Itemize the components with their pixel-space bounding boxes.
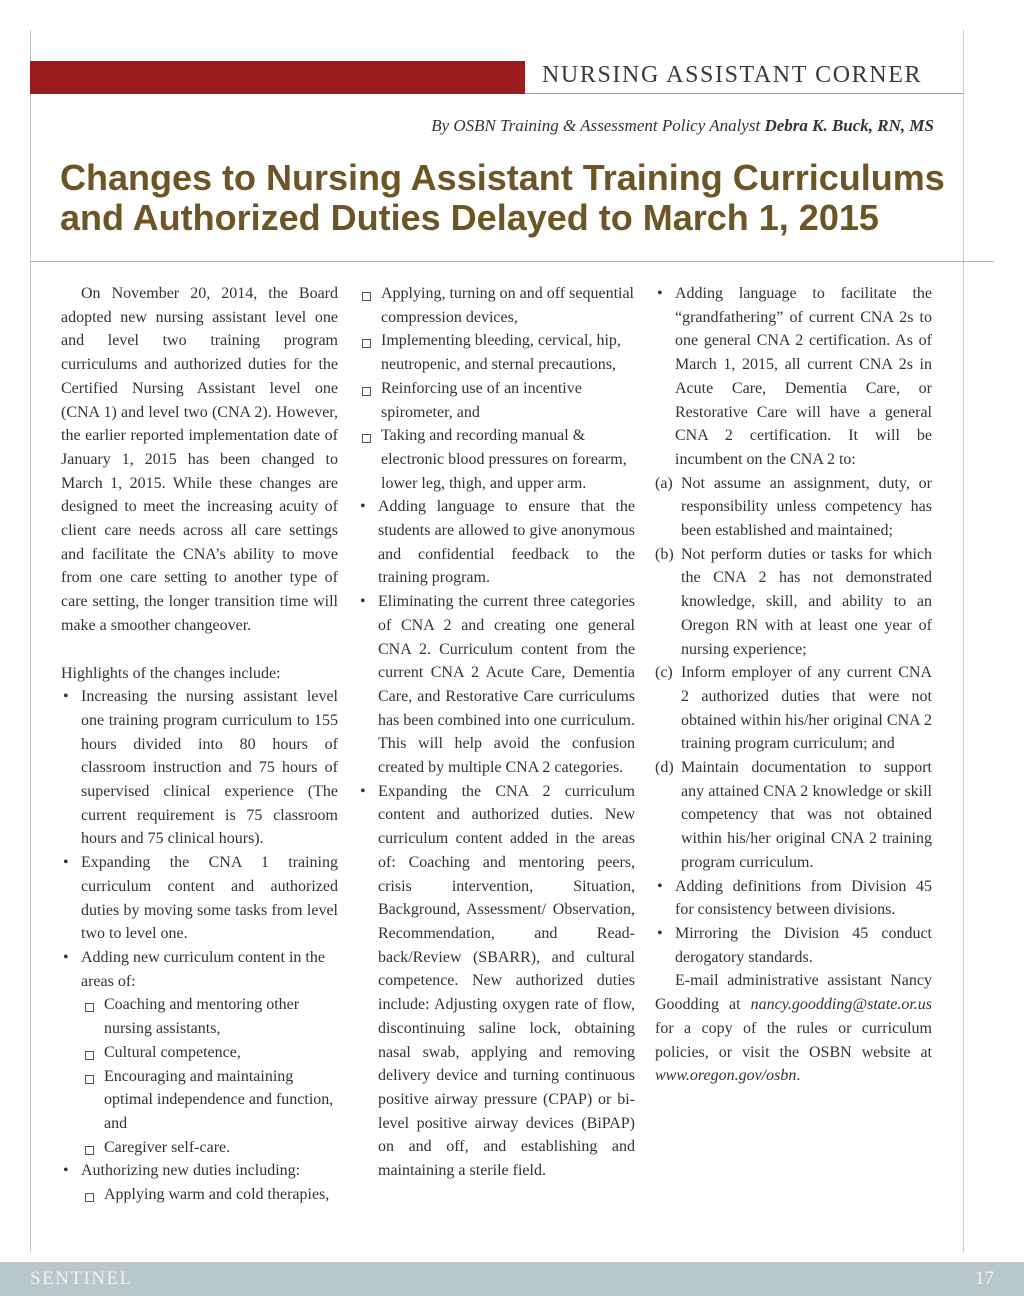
- sub-item: Taking and recording manual & electronic blood pressures on forearm, lower leg, thigh, and upper arm.: [358, 424, 635, 495]
- title-separator: [30, 261, 994, 262]
- column-3: [655, 282, 932, 1088]
- sub-item: Implementing bleeding, cervical, hip, neutropenic, and sternal precautions,: [358, 329, 635, 376]
- sub-item: Applying warm and cold therapies,: [81, 1183, 338, 1207]
- item-letter: (c): [655, 664, 673, 682]
- sub-item: Caregiver self-care.: [81, 1136, 338, 1160]
- byline: [431, 116, 934, 136]
- sub-item: Coaching and mentoring other nursing assistants,: [81, 993, 338, 1040]
- highlights-list: [61, 685, 338, 1206]
- section-title: NURSING ASSISTANT CORNER: [542, 62, 923, 88]
- title-line-1: Changes to Nursing Assistant Training Curriculums: [60, 157, 945, 198]
- bullet-item: • Expanding the CNA 1 training curriculum content and authorized duties by moving some tasks from level two to level one.: [61, 851, 338, 946]
- item-letter: (b): [655, 545, 674, 563]
- title-line-2: and Authorized Duties Delayed to March 1, 2015: [60, 197, 879, 238]
- paragraph-gap: [61, 638, 338, 662]
- lettered-item: (a) Not assume an assignment, duty, or responsibility unless competency has been established and maintained;: [655, 472, 932, 543]
- email-link[interactable]: nancy.goodding@state.or.us: [750, 996, 932, 1014]
- byline-author: Debra K. Buck, RN, MS: [764, 116, 934, 135]
- column-2: [358, 282, 635, 1183]
- header-underline: [525, 93, 963, 94]
- intro-paragraph: On November 20, 2014, the Board adopted new nursing assistant level one and level two training program curriculums and authorized duties for the Certified Nursing Assistant level one (CNA 1) and level two (CNA 2). However, the earlier reported implementation date of January 1, 2015 has been changed to March 1, 2015. While these changes are designed to meet the increasing acuity of client care needs across all care settings and facilitate the CNA’s ability to move from one care setting to another type of care setting, the longer transition time will make a smoother changeover.: [61, 285, 338, 634]
- highlights-label: Highlights of the changes include:: [61, 664, 281, 682]
- bullet-item: • Adding language to ensure that the students are allowed to give anonymous and confidential feedback to the training program.: [358, 495, 635, 590]
- header-red-bar: [30, 61, 525, 94]
- sub-item: Cultural competence,: [81, 1041, 338, 1065]
- sub-list: [81, 1183, 338, 1207]
- bullet-item: • Adding definitions from Division 45 for consistency between divisions.: [655, 875, 932, 922]
- left-margin-rule: [30, 30, 31, 1252]
- sub-item: Encouraging and maintaining optimal independence and function, and: [81, 1065, 338, 1136]
- column-1: [61, 282, 338, 1207]
- right-margin-rule: [963, 30, 964, 1252]
- sub-item: Reinforcing use of an incentive spirometer, and: [358, 377, 635, 424]
- sub-item: Applying, turning on and off sequential compression devices,: [358, 282, 635, 329]
- bullet-item: • Authorizing new duties including: Applying warm and cold therapies,: [61, 1159, 338, 1206]
- website-link[interactable]: www.oregon.gov/osbn: [655, 1067, 797, 1085]
- bullet-item: • Expanding the CNA 2 curriculum content and authorized duties. New curriculum content added in the areas of: Coaching and mentoring peers, crisis intervention, Situation, Background, Assessment/ Observation, Recommendation, and Read-back/Review (SBARR), and cultural competence. New authorized duties include: Adjusting oxygen rate of flow, discontinuing saline lock, obtaining nasal swab, applying and removing delivery device and turning continuous positive airway pressure (CPAP) or bi-level positive airway devices (BiPAP) on and off, and establishing and maintaining a sterile field.: [358, 780, 635, 1183]
- publication-name: SENTINEL: [30, 1268, 133, 1289]
- highlights-list-continued: [358, 495, 635, 1182]
- bullet-item: • Eliminating the current three categories of CNA 2 and creating one general CNA 2. Curriculum content from the current CNA 2 Acute Care, Dementia Care, and Restorative Care curriculums has been combined into one curriculum. This will help avoid the confusion created by multiple CNA 2 categories.: [358, 590, 635, 780]
- highlights-list-continued: [655, 282, 932, 969]
- lettered-list: [655, 472, 932, 875]
- article-title: [60, 158, 960, 238]
- bullet-item: • Mirroring the Division 45 conduct derogatory standards.: [655, 922, 932, 969]
- bullet-item: • Increasing the nursing assistant level one training program curriculum to 155 hours divided into 80 hours of classroom instruction and 75 hours of supervised clinical experience (The current requirement is 75 classroom hours and 75 clinical hours).: [61, 685, 338, 851]
- sub-list-continued: [358, 282, 635, 495]
- lettered-item: (c) Inform employer of any current CNA 2 authorized duties that were not obtained within his/her original CNA 2 training program curriculum; and: [655, 661, 932, 756]
- lettered-item: (b) Not perform duties or tasks for which the CNA 2 has not demonstrated knowledge, skill, and ability to an Oregon RN with at least one year of nursing experience;: [655, 543, 932, 662]
- sub-list: [81, 993, 338, 1159]
- bullet-item: • Adding language to facilitate the “grandfathering” of current CNA 2s to one general CNA 2 certification. As of March 1, 2015, all current CNA 2s in Acute Care, Dementia Care, or Restorative Care will have a general CNA 2 certification. It will be incumbent on the CNA 2 to: (a) Not assume an assignment, duty, or responsibility unless competency has been established and maintained; (b) Not perform duties or tasks for which the CNA 2 has not demonstrated knowledge, skill, and ability to an Oregon RN with at least one year of nursing experience; (c) Inform employer of any current CNA 2 authorized duties that were not obtained within his/her original CNA 2 training program curriculum; and (d) Maintain documentation to support any attained CNA 2 knowledge or skill competency that was not obtained within his/her original CNA 2 training program curriculum.: [655, 282, 932, 875]
- closing-paragraph: E-mail administrative assistant Nancy Goodding at nancy.goodding@state.or.us for a copy of the rules or curriculum policies, or visit the OSBN website at www.oregon.gov/osbn.: [655, 972, 932, 1085]
- footer-bar: [0, 1262, 1024, 1296]
- bullet-item: • Adding new curriculum content in the areas of: Coaching and mentoring other nursing assistants, Cultural competence, Encouraging and maintaining optimal independence and function, and Caregiver self-care.: [61, 946, 338, 1159]
- item-letter: (d): [655, 759, 674, 777]
- byline-prefix: By OSBN Training & Assessment Policy Analyst: [431, 116, 761, 135]
- lettered-item: (d) Maintain documentation to support any attained CNA 2 knowledge or skill competency that was not obtained within his/her original CNA 2 training program curriculum.: [655, 756, 932, 875]
- item-letter: (a): [655, 474, 673, 492]
- page-number: 17: [975, 1268, 994, 1289]
